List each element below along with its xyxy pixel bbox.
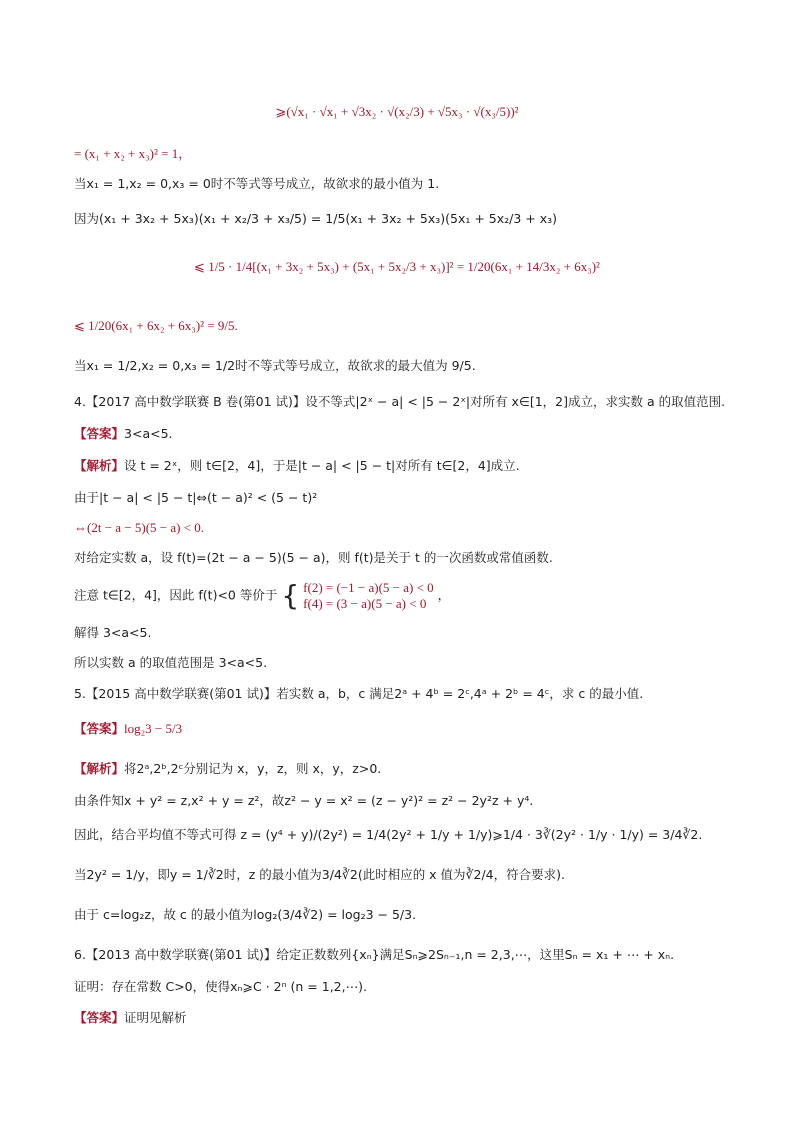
answer-tag: 【答案】 — [74, 426, 125, 441]
equation-line-2: = (x₁ + x₂ + x₃)² = 1， — [74, 146, 192, 161]
problem-5-analysis — [74, 760, 381, 778]
text-line-14-tail: ， — [437, 587, 451, 603]
problem-4-answer — [74, 425, 173, 443]
answer-tag: 【答案】 — [74, 1010, 125, 1025]
analysis-text: 设 t = 2ˣ，则 t∈[2，4]，于是|t − a| < |5 − t|对所有 t∈[2，4]成立. — [124, 458, 520, 473]
text-line-16: 所以实数 a 的取值范围是 3<a<5. — [74, 655, 268, 670]
text-line-20: 由条件知x + y² = z,x² + y = z²，故z² − y = x² = (z − y²)² = z² − 2y²z + y⁴. — [74, 793, 534, 808]
answer-tag: 【答案】 — [74, 721, 125, 736]
text-line-3: 当x₁ = 1,x₂ = 0,x₃ = 0时不等式等号成立，故欲求的最小值为 1. — [74, 176, 440, 191]
analysis-tag: 【解析】 — [74, 761, 125, 776]
inequality-line-6: ⩽ 1/20(6x₁ + 6x₂ + 6x₃)² = 9/5. — [74, 318, 238, 333]
analysis-tag: 【解析】 — [74, 458, 125, 473]
text-line-4: 因为(x₁ + 3x₂ + 5x₃)(x₁ + x₂/3 + x₃/5) = 1/5(x₁ + 3x₂ + 5x₃)(5x₁ + 5x₂/3 + x₃) — [74, 211, 558, 226]
problem-6-answer — [74, 1009, 187, 1027]
equation-line-12: ⇔(2t − a − 5)(5 − a) < 0. — [74, 520, 205, 535]
problem-4-statement: 4.【2017 高中数学联赛 B 卷(第01 试)】设不等式|2ˣ − a| < |5 − 2ˣ|对所有 x∈[1，2]成立，求实数 a 的取值范围. — [74, 394, 726, 409]
answer-text: log₂3 − 5/3 — [124, 721, 183, 736]
text-line-14-lead: 注意 t∈[2，4]，因此 f(t)<0 等价于 — [74, 587, 278, 603]
problem-5-answer — [74, 720, 182, 738]
problem-6-statement: 6.【2013 高中数学联赛(第01 试)】给定正数数列{xₙ}满足Sₙ⩾2Sₙ₋₁,n = 2,3,⋯，这里Sₙ = x₁ + ⋯ + xₙ. — [74, 947, 675, 962]
text-line-14 — [74, 580, 450, 616]
text-line-11: 由于|t − a| < |5 − t|⇔(t − a)² < (5 − t)² — [74, 490, 318, 505]
inequality-line-1: ⩾(√x₁ · √x₁ + √3x₂ · √(x₂/3) + √5x₃ · √(x₃/5))² — [275, 104, 519, 119]
text-line-23: 由于 c=log₂z，故 c 的最小值为log₂(3/4∛2) = log₂3 − 5/3. — [74, 907, 417, 922]
text-line-13: 对给定实数 a，设 f(t)=(2t − a − 5)(5 − a)，则 f(t)是关于 t 的一次函数或常值函数. — [74, 550, 553, 565]
problem-5-statement: 5.【2015 高中数学联赛(第01 试)】若实数 a，b，c 满足2ᵃ + 4ᵇ = 2ᶜ,4ᵃ + 2ᵇ = 4ᶜ，求 c 的最小值. — [74, 686, 644, 701]
answer-text: 证明见解析 — [124, 1010, 187, 1025]
system-brace: { — [281, 579, 300, 612]
equation-system — [303, 580, 434, 612]
inequality-line-5: ⩽ 1/5 · 1/4[(x₁ + 3x₂ + 5x₃) + (5x₁ + 5x₂/3 + x₃)]² = 1/20(6x₁ + 14/3x₂ + 6x₃)² — [194, 259, 600, 274]
system-eq-1: f(2) = (−1 − a)(5 − a) < 0 — [303, 580, 434, 595]
text-line-21: 因此，结合平均值不等式可得 z = (y⁴ + y)/(2y²) = 1/4(2y² + 1/y + 1/y)⩾1/4 · 3∛(2y² · 1/y · 1/y) = 3/4∛2. — [74, 827, 703, 842]
system-eq-2: f(4) = (3 − a)(5 − a) < 0 — [303, 596, 427, 611]
text-line-22: 当2y² = 1/y，即y = 1/∛2时，z 的最小值为3/4∛2(此时相应的 x 值为∛2/4，符合要求). — [74, 867, 565, 882]
analysis-text: 将2ᵃ,2ᵇ,2ᶜ分别记为 x，y，z，则 x，y，z>0. — [124, 761, 382, 776]
text-line-25: 证明：存在常数 C>0，使得xₙ⩾C · 2ⁿ (n = 1,2,⋯). — [74, 979, 367, 994]
text-line-15: 解得 3<a<5. — [74, 625, 152, 640]
text-line-7: 当x₁ = 1/2,x₂ = 0,x₃ = 1/2时不等式等号成立，故欲求的最大值为 9/5. — [74, 358, 476, 373]
problem-4-analysis — [74, 457, 520, 475]
answer-text: 3<a<5. — [124, 426, 173, 441]
